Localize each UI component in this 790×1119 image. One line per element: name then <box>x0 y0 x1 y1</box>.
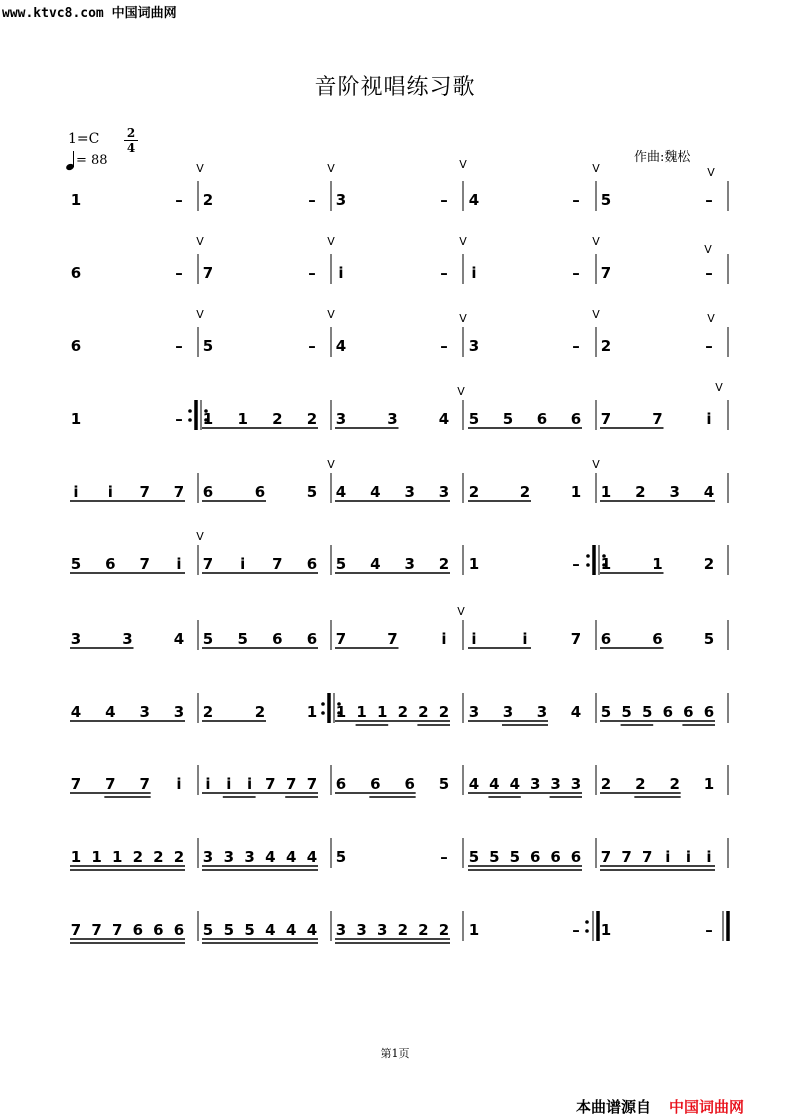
note: 6 <box>132 921 144 939</box>
note: 7 <box>139 483 150 501</box>
note: i <box>73 483 79 501</box>
breath-mark: V <box>459 158 467 171</box>
breath-mark: V <box>196 235 204 248</box>
note: 6 <box>529 848 541 866</box>
note: 7 <box>600 410 612 428</box>
repeat-dot <box>188 409 192 413</box>
note: 4 <box>70 703 82 721</box>
sustain-dash: – <box>705 191 713 209</box>
note: 7 <box>265 775 276 793</box>
breath-mark: V <box>327 458 335 471</box>
note: 1 <box>70 410 82 428</box>
note: 7 <box>652 410 663 428</box>
note: 3 <box>122 630 133 648</box>
note: 4 <box>468 775 480 793</box>
note: 6 <box>306 630 318 648</box>
note: 1 <box>70 848 82 866</box>
note: 5 <box>70 555 82 573</box>
site-url[interactable]: www.ktvc8.com 中国词曲网 <box>2 6 177 21</box>
note: 3 <box>438 483 450 501</box>
note: 5 <box>202 630 214 648</box>
note: 2 <box>600 775 612 793</box>
note: 3 <box>669 483 680 501</box>
note: i <box>471 264 477 282</box>
note: 2 <box>173 848 185 866</box>
note: 7 <box>139 775 150 793</box>
note: 7 <box>202 264 214 282</box>
note: 7 <box>173 483 185 501</box>
repeat-dot <box>585 929 589 933</box>
note: 7 <box>641 848 653 866</box>
repeat-dot <box>585 920 589 924</box>
note: 5 <box>335 555 347 573</box>
breath-mark: V <box>592 458 600 471</box>
note: 5 <box>468 848 480 866</box>
sustain-dash: – <box>705 264 713 282</box>
sustain-dash: – <box>705 921 713 939</box>
song-title: 音阶视唱练习歌 <box>314 75 476 100</box>
note: 3 <box>223 848 235 866</box>
sustain-dash: – <box>572 921 580 939</box>
note: i <box>107 483 113 501</box>
note: 3 <box>468 337 480 355</box>
note: 6 <box>600 630 612 648</box>
sustain-dash: – <box>572 264 580 282</box>
breath-mark: V <box>592 308 600 321</box>
sustain-dash: – <box>308 264 316 282</box>
note: 6 <box>703 703 715 721</box>
note: i <box>522 630 528 648</box>
note: 3 <box>70 630 82 648</box>
repeat-dot <box>188 418 192 422</box>
note: 7 <box>272 555 283 573</box>
note: i <box>176 775 182 793</box>
note: 1 <box>356 703 367 721</box>
source-label: 本曲谱源自 <box>576 1098 652 1116</box>
sustain-dash: – <box>175 264 183 282</box>
sustain-dash: – <box>308 191 316 209</box>
note: 2 <box>202 703 214 721</box>
note: 4 <box>335 337 347 355</box>
breath-mark: V <box>327 162 335 175</box>
note: 1 <box>111 848 123 866</box>
breath-mark: V <box>592 162 600 175</box>
note: 4 <box>306 848 318 866</box>
note: 4 <box>285 848 297 866</box>
note: 7 <box>335 630 347 648</box>
note: 6 <box>272 630 283 648</box>
note: 6 <box>404 775 415 793</box>
note: 2 <box>418 703 429 721</box>
note: 1 <box>600 921 612 939</box>
note: 3 <box>550 775 561 793</box>
note: 3 <box>356 921 367 939</box>
sustain-dash: – <box>572 191 580 209</box>
note: 7 <box>139 555 150 573</box>
breath-mark: V <box>704 243 712 256</box>
breath-mark: V <box>715 381 723 394</box>
note: 5 <box>202 921 214 939</box>
note: 5 <box>502 410 514 428</box>
breath-mark: V <box>707 312 715 325</box>
note: 5 <box>509 848 521 866</box>
note: 5 <box>621 703 632 721</box>
note: 2 <box>635 483 646 501</box>
note: 2 <box>635 775 646 793</box>
repeat-dot <box>321 711 325 715</box>
note: 7 <box>202 555 214 573</box>
note: 3 <box>468 703 480 721</box>
note: 1 <box>468 555 480 573</box>
sustain-dash: – <box>175 410 183 428</box>
note: 5 <box>244 921 255 939</box>
note: 7 <box>600 848 612 866</box>
source-footer <box>576 1096 744 1117</box>
note: 2 <box>306 410 318 428</box>
note: 6 <box>550 848 561 866</box>
note: 3 <box>244 848 255 866</box>
note: 7 <box>91 921 102 939</box>
repeat-dot <box>586 563 590 567</box>
note: 2 <box>254 703 266 721</box>
note: 6 <box>652 630 663 648</box>
note: 5 <box>223 921 235 939</box>
breath-mark: V <box>196 308 204 321</box>
note: 5 <box>468 410 480 428</box>
note: 2 <box>468 483 480 501</box>
note: 2 <box>669 775 680 793</box>
note: 1 <box>600 555 612 573</box>
note: 3 <box>173 703 185 721</box>
note: 7 <box>70 921 82 939</box>
note: 6 <box>254 483 266 501</box>
note: 7 <box>105 775 116 793</box>
note: 7 <box>387 630 398 648</box>
note: 1 <box>600 483 612 501</box>
note: 5 <box>237 630 248 648</box>
note: 2 <box>438 555 450 573</box>
note: 5 <box>600 703 612 721</box>
note: 4 <box>438 410 450 428</box>
note: 6 <box>105 555 116 573</box>
sustain-dash: – <box>705 337 713 355</box>
note: 4 <box>335 483 347 501</box>
sustain-dash: – <box>440 848 448 866</box>
note: 4 <box>173 630 185 648</box>
source-brand[interactable]: 中国词曲网 <box>669 1098 745 1116</box>
note: 7 <box>111 921 123 939</box>
repeat-dot <box>321 702 325 706</box>
note: 2 <box>703 555 715 573</box>
repeat-dot <box>586 554 590 558</box>
note: 2 <box>202 191 214 209</box>
note: 3 <box>570 775 582 793</box>
note: i <box>205 775 211 793</box>
sustain-dash: – <box>572 337 580 355</box>
note: 1 <box>335 703 347 721</box>
note: 5 <box>335 848 347 866</box>
sustain-dash: – <box>308 337 316 355</box>
note: i <box>226 775 232 793</box>
note: 3 <box>335 921 347 939</box>
note: 3 <box>335 191 347 209</box>
tempo-value: = 88 <box>76 153 108 168</box>
note: 1 <box>652 555 663 573</box>
note: 2 <box>519 483 531 501</box>
note: 3 <box>376 921 388 939</box>
sustain-dash: – <box>440 191 448 209</box>
note: 3 <box>404 555 415 573</box>
note: i <box>338 264 344 282</box>
note: 6 <box>306 555 318 573</box>
note: 4 <box>105 703 116 721</box>
sustain-dash: – <box>440 264 448 282</box>
sustain-dash: – <box>175 337 183 355</box>
note: i <box>247 775 253 793</box>
breath-mark: V <box>196 530 204 543</box>
note: 3 <box>529 775 541 793</box>
note: 6 <box>202 483 214 501</box>
note: 4 <box>285 921 297 939</box>
note: 4 <box>265 848 276 866</box>
breath-mark: V <box>457 385 465 398</box>
note: 6 <box>70 337 82 355</box>
note: 1 <box>70 191 82 209</box>
note: 2 <box>153 848 164 866</box>
note: 2 <box>438 703 450 721</box>
note: 1 <box>703 775 715 793</box>
key-signature: 1=C <box>68 131 100 147</box>
note: 4 <box>468 191 480 209</box>
note: 7 <box>70 775 82 793</box>
note: 1 <box>237 410 248 428</box>
note: i <box>240 555 246 573</box>
note: i <box>706 848 712 866</box>
note: 1 <box>570 483 582 501</box>
note: 2 <box>438 921 450 939</box>
note: 4 <box>703 483 715 501</box>
note: 5 <box>438 775 450 793</box>
breath-mark: V <box>459 235 467 248</box>
breath-mark: V <box>327 308 335 321</box>
note: 5 <box>489 848 500 866</box>
note: 1 <box>376 703 388 721</box>
note: 6 <box>683 703 694 721</box>
note: 3 <box>502 703 514 721</box>
breath-mark: V <box>327 235 335 248</box>
note: 5 <box>641 703 653 721</box>
note: 6 <box>370 775 381 793</box>
note: 6 <box>335 775 347 793</box>
note: 3 <box>335 410 347 428</box>
page-number: 第1页 <box>380 1047 410 1060</box>
note: 5 <box>202 337 214 355</box>
time-signature-bottom: 4 <box>126 141 136 155</box>
time-signature-top: 2 <box>126 126 136 140</box>
note: 6 <box>536 410 548 428</box>
note: 1 <box>202 410 214 428</box>
note: i <box>471 630 477 648</box>
note: 6 <box>173 921 185 939</box>
note: 4 <box>570 703 582 721</box>
note: 3 <box>387 410 398 428</box>
note: 7 <box>570 630 582 648</box>
breath-mark: V <box>707 166 715 179</box>
note: 2 <box>132 848 144 866</box>
note: 3 <box>139 703 150 721</box>
note: 7 <box>285 775 297 793</box>
note: 2 <box>600 337 612 355</box>
note: i <box>706 410 712 428</box>
note: 6 <box>570 848 582 866</box>
sustain-dash: – <box>175 191 183 209</box>
note: 2 <box>397 703 409 721</box>
note: 4 <box>306 921 318 939</box>
note: i <box>665 848 671 866</box>
note: 3 <box>202 848 214 866</box>
note: 1 <box>306 703 318 721</box>
breath-mark: V <box>196 162 204 175</box>
note: 1 <box>91 848 102 866</box>
note: 7 <box>621 848 632 866</box>
note: 4 <box>370 555 381 573</box>
note: 5 <box>703 630 715 648</box>
note: i <box>685 848 691 866</box>
note: 4 <box>509 775 521 793</box>
note: 4 <box>489 775 500 793</box>
note: 2 <box>397 921 409 939</box>
note: 3 <box>536 703 548 721</box>
sustain-dash: – <box>572 555 580 573</box>
note: 4 <box>370 483 381 501</box>
breath-mark: V <box>459 312 467 325</box>
note: 6 <box>153 921 164 939</box>
breath-mark: V <box>592 235 600 248</box>
note: i <box>176 555 182 573</box>
note: 2 <box>418 921 429 939</box>
note: 6 <box>570 410 582 428</box>
note: 1 <box>468 921 480 939</box>
breath-mark: V <box>457 605 465 618</box>
note: 2 <box>272 410 283 428</box>
note: 5 <box>306 483 318 501</box>
note: 7 <box>600 264 612 282</box>
note: 7 <box>306 775 318 793</box>
note: 6 <box>662 703 674 721</box>
composer-credit: 作曲:魏松 <box>634 150 691 165</box>
note: 4 <box>265 921 276 939</box>
note: 5 <box>600 191 612 209</box>
sustain-dash: – <box>440 337 448 355</box>
note: 6 <box>70 264 82 282</box>
note: 3 <box>404 483 415 501</box>
note: i <box>441 630 447 648</box>
